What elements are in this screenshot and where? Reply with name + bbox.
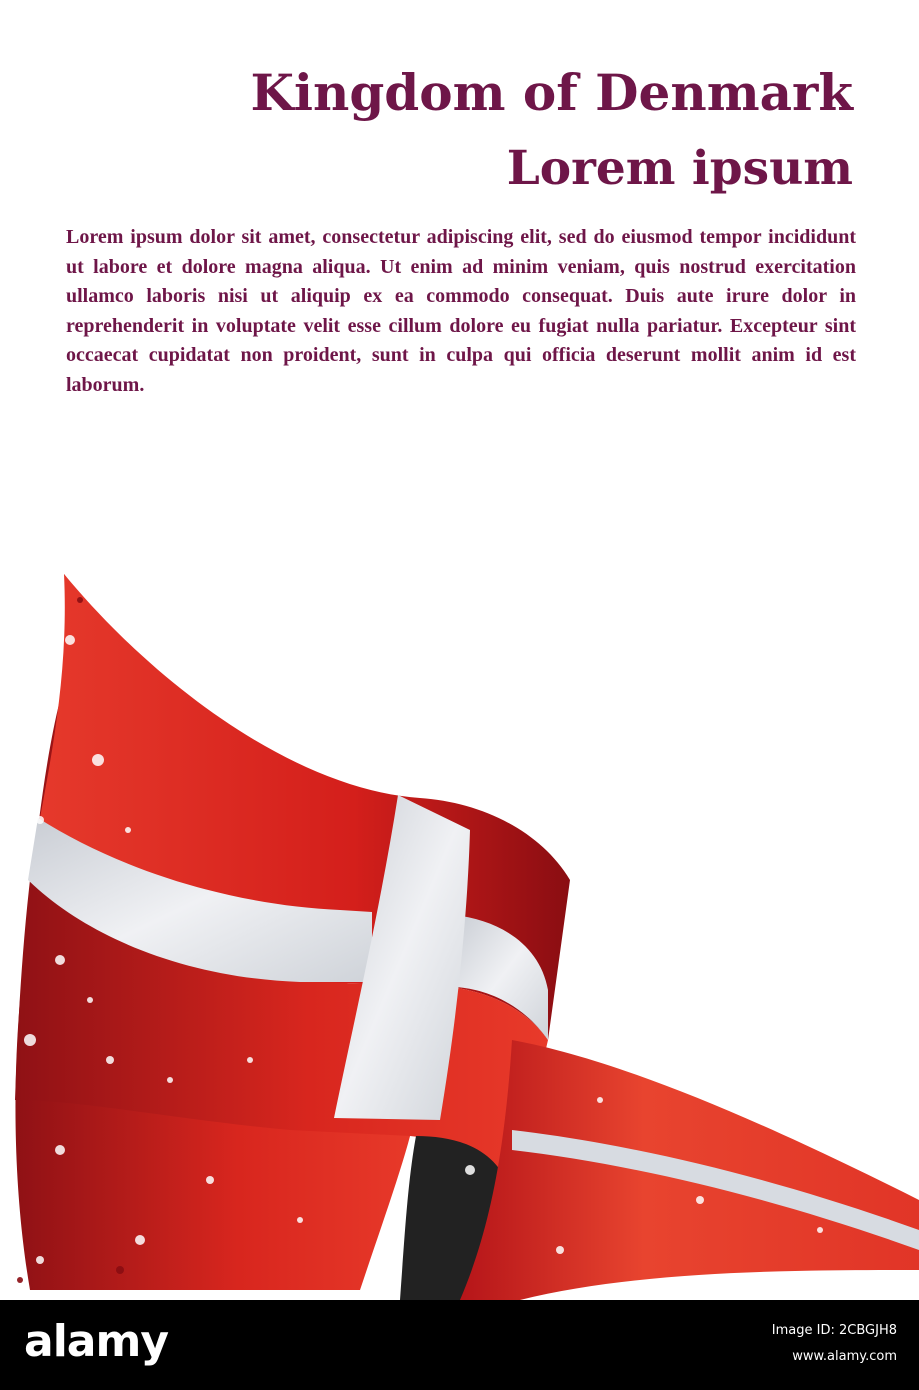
brand-wordmark: alamy bbox=[24, 1316, 168, 1367]
site-url[interactable]: www.alamy.com bbox=[792, 1349, 897, 1364]
denmark-flag-wave-icon bbox=[0, 560, 919, 1300]
page-title: Kingdom of Denmark bbox=[250, 63, 853, 122]
page-subtitle: Lorem ipsum bbox=[506, 141, 853, 196]
image-id-label: Image ID: 2CBGJH8 bbox=[771, 1323, 897, 1338]
body-paragraph: Lorem ipsum dolor sit amet, consectetur adipiscing elit, sed do eiusmod tempor incididunt ut labore et dolore magna aliqua. Ut enim ad minim veniam, quis nostrud exercitation ullamco laboris nisi ut aliquip ex ea commodo consequat. Duis aute irure dolor in reprehenderit in voluptate velit esse cillum dolore eu fugiat nulla pariatur. Excepteur sint occaecat cupidatat non proident, sunt in culpa qui officia deserunt mollit anim id est laborum. bbox=[66, 226, 856, 396]
